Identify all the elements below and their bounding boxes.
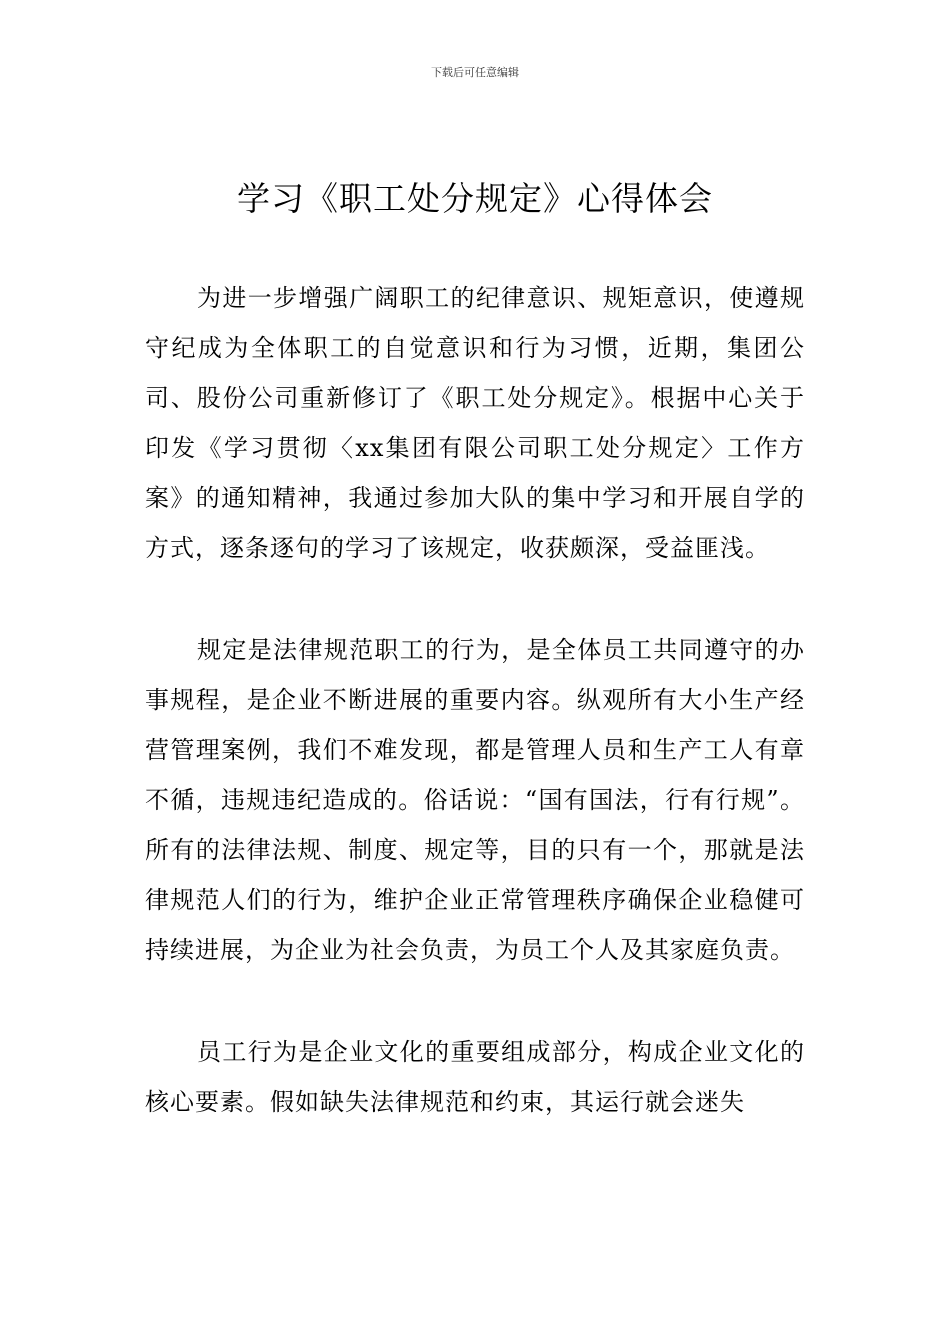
document-body	[145, 273, 805, 1179]
paragraph-1: 为进一步增强广阔职工的纪律意识、规矩意识，使遵规守纪成为全体职工的自觉意识和行为习惯，近期，集团公司、股份公司重新修订了《职工处分规定》。根据中心关于印发《学习贯彻〈xx集团有限公司职工处分规定〉工作方案》的通知精神，我通过参加大队的集中学习和开展自学的方式，逐条逐句的学习了该规定，收获颇深，受益匪浅。	[145, 284, 805, 562]
header-note: 下载后可任意编辑	[431, 66, 519, 79]
paragraph-2: 规定是法律规范职工的行为，是全体员工共同遵守的办事规程，是企业不断进展的重要内容。纵观所有大小生产经营管理案例，我们不难发现，都是管理人员和生产工人有章不循，违规违纪造成的。俗话说：“国有国法，行有行规”。所有的法律法规、制度、规定等，目的只有一个，那就是法律规范人们的行为，维护企业正常管理秩序确保企业稳健可持续进展，为企业为社会负责，为员工个人及其家庭负责。	[145, 636, 805, 964]
document-title: 学习《职工处分规定》心得体会	[237, 179, 713, 218]
paragraph-3: 员工行为是企业文化的重要组成部分，构成企业文化的核心要素。假如缺失法律规范和约束，其运行就会迷失	[145, 1038, 805, 1116]
